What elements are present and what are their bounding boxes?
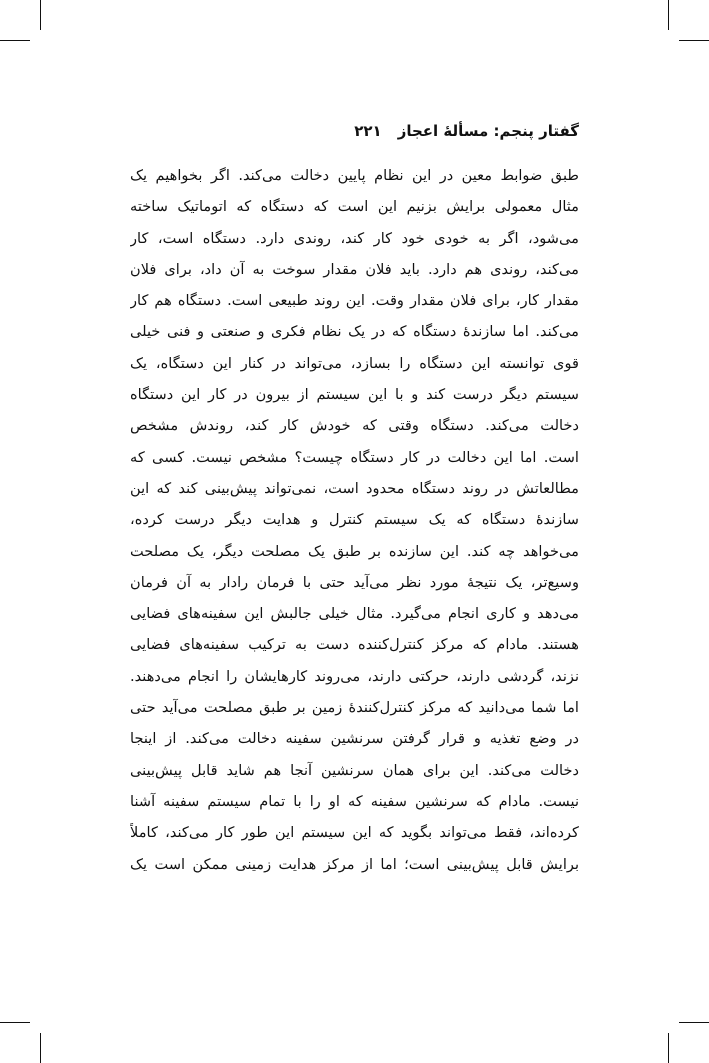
text-line: مقدار کار، برای فلان مقدار وقت. این روند طبیعی است. دستگاه هم کار (130, 292, 579, 310)
text-line: می‌دهد و کاری انجام می‌گیرد. مثال خیلی جالبش این سفینه‌های فضایی (130, 605, 579, 623)
text-line: مثال معمولی برایش بزنیم این است که دستگاه که اتوماتیک ساخته (130, 198, 579, 216)
text-line: می‌شود، اگر به خودی خود کار کند، روندی دارد. دستگاه است، کار (130, 229, 579, 247)
text-line: کرده‌اند، فقط می‌تواند بگوید که این سیستم این طور کار می‌کند، کاملاً (130, 824, 579, 842)
text-line: می‌کند. اما سازندهٔ دستگاه که در یک نظام فکری و صنعتی و فنی خیلی (130, 323, 579, 341)
text-line: قوی توانسته این دستگاه را بسازد، می‌تواند در کنار این دستگاه، یک (130, 354, 579, 372)
crop-mark-bottom-left-horizontal (0, 1022, 30, 1023)
text-line: می‌خواهد چه کند. این سازنده بر طبق یک مصلحت دیگر، یک مصلحت (130, 542, 579, 560)
text-line: می‌کند، روندی هم دارد. باید فلان مقدار سوخت به آن داد، برای فلان (130, 260, 579, 278)
text-line: در وضع تغذیه و قرار گرفتن سرنشین سفینه دخالت می‌کند. از اینجا (130, 730, 579, 748)
text-line: مطالعاتش در روند دستگاه محدود است، نمی‌تواند پیش‌بینی کند که این (130, 479, 579, 497)
crop-mark-bottom-left-vertical (40, 1033, 41, 1063)
crop-mark-top-right-horizontal (679, 40, 709, 41)
crop-mark-bottom-right-horizontal (679, 1022, 709, 1023)
crop-mark-top-left-vertical (40, 0, 41, 30)
chapter-title: گفتار پنجم: مسألهٔ اعجاز (397, 122, 579, 140)
text-line: دخالت می‌کند. دستگاه وقتی که خودش کار کند، روندش مشخص (130, 417, 579, 435)
text-line: وسیع‌تر، یک نتیجهٔ مورد نظر می‌آید حتی با فرمان رادار به آن فرمان (130, 573, 579, 591)
text-line: سازندهٔ دستگاه که یک سیستم کنترل و هدایت دیگر درست کرده، (130, 511, 579, 529)
crop-mark-bottom-right-vertical (668, 1033, 669, 1063)
body-text (130, 160, 579, 880)
text-line: طبق ضوابط معین در این نظام پایین دخالت می‌کند. اگر بخواهیم یک (130, 167, 579, 184)
crop-mark-top-left-horizontal (0, 40, 30, 41)
text-line: است. اما این دخالت در کار دستگاه چیست؟ مشخص نیست. کسی که (130, 448, 579, 466)
text-line: نیست. مادام که سرنشین سفینه که او را با تمام سیستم سفینه آشنا (130, 792, 579, 810)
text-line: برایش قابل پیش‌بینی است؛ اما از مرکز هدایت زمینی ممکن است یک (130, 855, 579, 873)
crop-mark-top-right-vertical (668, 0, 669, 30)
text-line: هستند. مادام که مرکز کنترل‌کننده دست به ترکیب سفینه‌های فضایی (130, 636, 579, 654)
text-line: نزند، گردشی دارند، حرکتی دارند، می‌روند کارهایشان را انجام می‌دهند. (130, 667, 579, 685)
page-number: ۲۲۱ (354, 122, 382, 140)
text-line: دخالت می‌کند. این برای همان سرنشین آنجا هم شاید قابل پیش‌بینی (130, 761, 579, 779)
running-header (130, 118, 579, 144)
text-line: اما شما می‌دانید که مرکز کنترل‌کنندهٔ زمین بر طبق مصلحت می‌آید حتی (130, 699, 579, 717)
text-line: سیستم دیگر درست کند و با این سیستم از بیرون در کار این دستگاه (130, 386, 579, 404)
